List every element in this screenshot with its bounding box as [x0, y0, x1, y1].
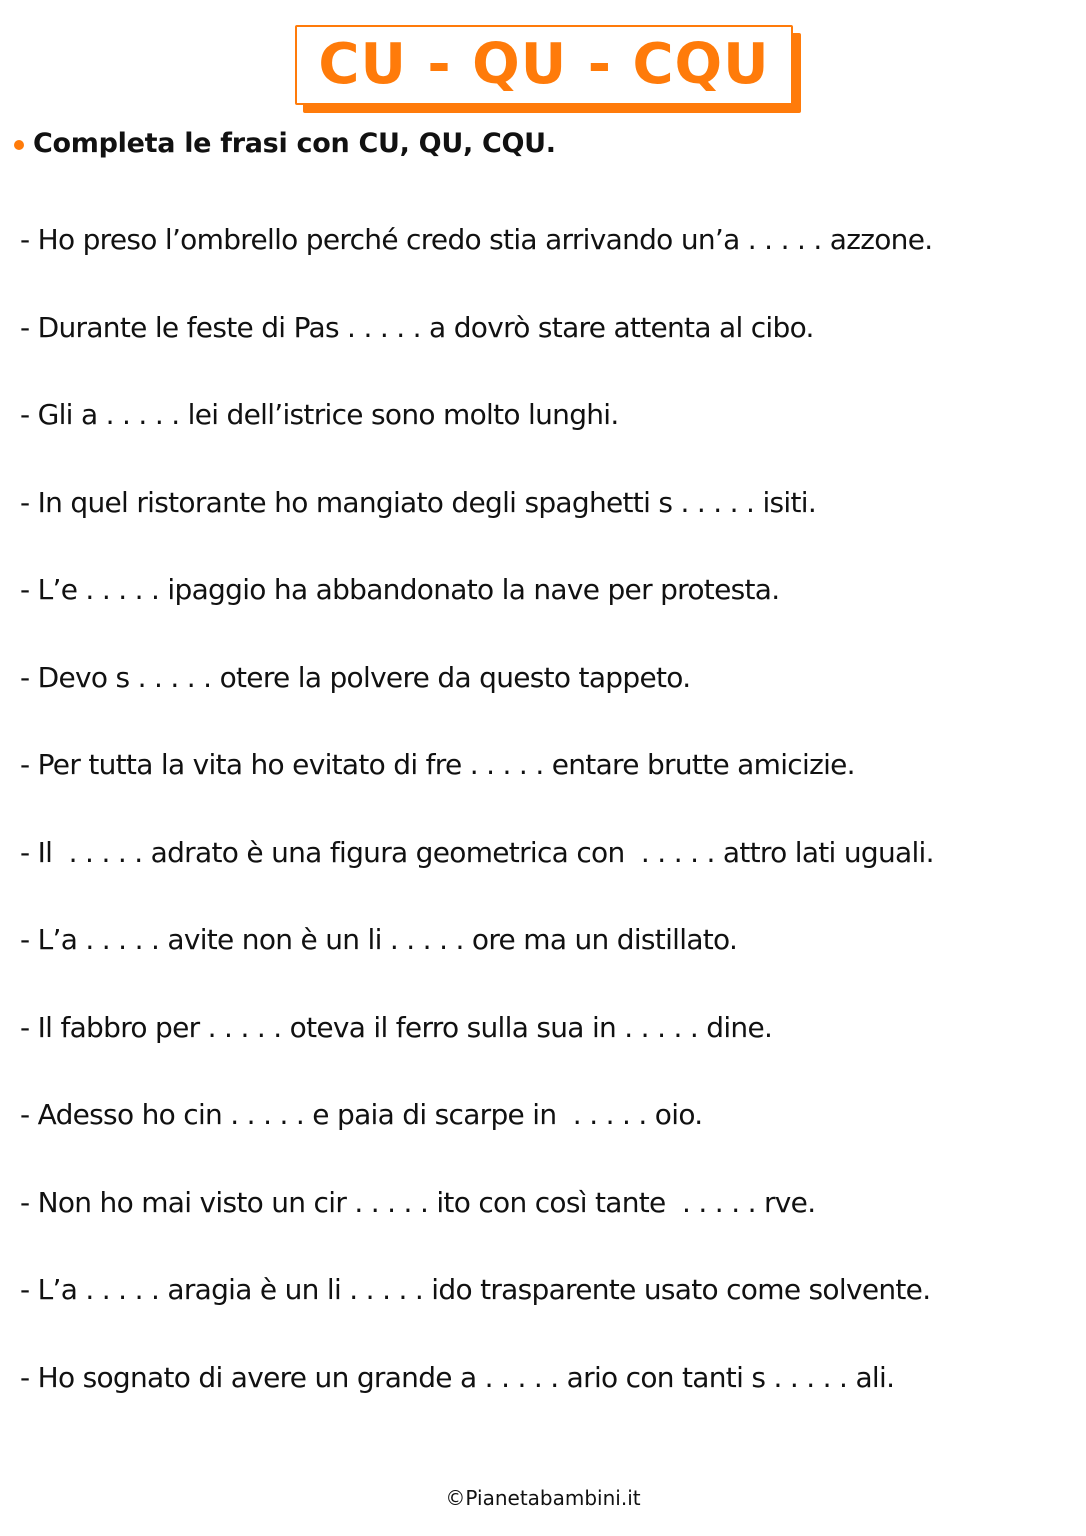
exercise-sentence: - Il fabbro per . . . . . oteva il ferro sulla sua in . . . . . dine.	[20, 1010, 773, 1044]
exercise-sentence: - Ho preso l’ombrello perché credo stia arrivando un’a . . . . . azzone.	[20, 223, 933, 256]
page-title: CU - QU - CQU	[318, 32, 770, 97]
exercise-sentence: - Ho sognato di avere un grande a . . . . . ario con tanti s . . . . . ali.	[20, 1360, 895, 1394]
exercise-list	[20, 218, 934, 1443]
instruction-text: Completa le frasi con CU, QU, CQU.	[33, 128, 556, 159]
exercise-sentence: - Durante le feste di Pas . . . . . a dovrò stare attenta al cibo.	[20, 310, 814, 344]
exercise-sentence: - L’a . . . . . avite non è un li . . . . . ore ma un distillato.	[20, 923, 738, 956]
exercise-sentence: - In quel ristorante ho mangiato degli spaghetti s . . . . . isiti.	[20, 485, 817, 519]
exercise-sentence: - L’e . . . . . ipaggio ha abbandonato la nave per protesta.	[20, 573, 780, 606]
exercise-sentence: - Non ho mai visto un cir . . . . . ito con così tante . . . . . rve.	[20, 1185, 816, 1219]
exercise-sentence: - Gli a . . . . . lei dell’istrice sono molto lunghi.	[20, 398, 619, 431]
exercise-sentence: - Devo s . . . . . otere la polvere da questo tappeto.	[20, 660, 691, 694]
instruction	[14, 128, 556, 159]
exercise-sentence: - L’a . . . . . aragia è un li . . . . . ido trasparente usato come solvente.	[20, 1273, 931, 1306]
exercise-sentence: - Per tutta la vita ho evitato di fre . . . . . entare brutte amicizie.	[20, 748, 855, 781]
bullet-dot-icon	[14, 140, 24, 150]
exercise-sentence: - Adesso ho cin . . . . . e paia di scarpe in . . . . . oio.	[20, 1098, 703, 1131]
title-banner	[295, 25, 793, 103]
footer-credit: ©Pianetabambini.it	[445, 1486, 641, 1510]
exercise-sentence: - Il . . . . . adrato è una figura geometrica con . . . . . attro lati uguali.	[20, 835, 934, 869]
title-box	[295, 25, 793, 105]
